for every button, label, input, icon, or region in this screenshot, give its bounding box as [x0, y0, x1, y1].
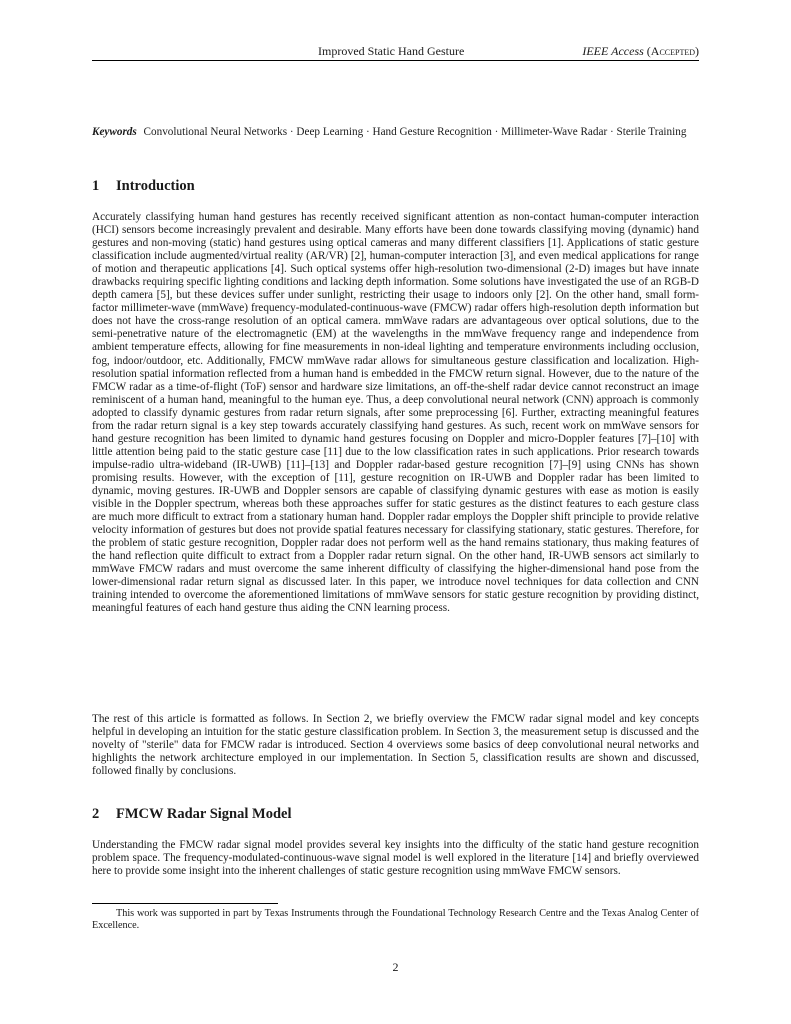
acceptance-status: (Accepted): [646, 44, 699, 58]
section-title: Introduction: [116, 178, 195, 194]
intro-paragraph-1: Accurately classifying human hand gestures has recently received significant attention as non-contact human-computer interaction (HCI) sensors become increasingly prevalent and desirable. Many efforts have been done towards classifying moving (dynamic) hand gestures and non-moving (static) hand gestures using optical cameras and many different classifiers [1]. Applications of static gesture classification include augmented/virtual reality (AR/VR) [2], human-computer interaction [3], and even medical applications for range of motion and therapeutic applications [4]. Such optical systems offer high-resolution two-dimensional (2-D) images but have innate drawbacks requiring specific lighting conditions and lacking depth information. Some solutions have investigated the use of an RGB-D depth camera [5], but these devices suffer under sunlight, restricting their usage to indoors only [2]. On the other hand, small form-factor millimeter-wave (mmWave) frequency-modulated-continuous-wave (FMCW) radar offers high-resolution depth information but does not have the cross-range resolution of an optical camera. mmWave radars are advantageous over optical solutions, due to the semi-penetrative nature of the electromagnetic (EM) at the wavelengths in the mmWave frequency range and independence from ambient temperature effects, allowing for fine measurements in non-ideal lighting and temperature environments including occlusion, fog, indoor/outdoor, etc. Additionally, FMCW mmWave radar allows for simultaneous gesture classification and localization. High-resolution spatial information reflected from a human hand is embedded in the FMCW return signal. However, due to the nature of the FMCW radar as a time-of-flight (ToF) sensor and hardware size limitations, an off-the-shelf radar device cannot reconstruct an image reminiscent of a human hand, meaningful to the human eye. Thus, a deep convolutional neural network (CNN) approach is commonly adopted to classify dynamic gestures from radar return signals, after some preprocessing [6]. Further, extracting meaningful features from the radar return signal is a key step towards accurately classifying hand gestures. As such, recent work on mmWave sensors for hand gesture recognition has been limited to dynamic hand gestures focusing on Doppler and micro-Doppler features [7]–[10] with little attention being paid to the static gesture case [11] due to the low classification rates in such applications. Prior research towards impulse-radio ultra-wideband (IR-UWB) [11]–[13] and Doppler radar-based gesture recognition [7]–[9] using CNNs has shown promising results. However, with the exception of [11], gesture recognition on IR-UWB and Doppler radar has been limited to dynamic, moving gestures. IR-UWB and Doppler sensors are capable of classifying dynamic gestures with ease as motion is easily visible in the Doppler spectrum, whereas both these approaches suffer for static gestures as the distinct features to each gesture class are much more difficult to extract from a stationary human hand. Doppler radar employs the Doppler shift principle to provide relative velocity information of gestures but does not provide spatial features necessary for classifying stationary, static gestures. Therefore, for the problem of static gesture recognition, Doppler radar does not perform well as the hand remains stationary, thus making features of the hand reflection quite difficult to extract from a Doppler radar return signal. On the other hand, IR-UWB sensors act similarly to mmWave FMCW radars and must overcome the same inherent difficulty of classifying the higher-dimensional hand pose from the lower-dimensional radar return signal as discussed later. In this paper, we introduce novel techniques for data collection and CNN training intended to overcome the aforementioned limitations of mmWave sensors for static gesture recognition by providing distinct, meaningful features of each hand gesture thus aiding the CNN learning process.: [92, 211, 699, 615]
journal-name: [582, 44, 699, 58]
section-title: FMCW Radar Signal Model: [116, 806, 292, 822]
keywords-text: Convolutional Neural Networks · Deep Learning · Hand Gesture Recognition · Millimeter-Wave Radar · Sterile Training: [143, 126, 687, 138]
journal-title: IEEE Access: [582, 44, 644, 58]
keywords-label: Keywords: [92, 126, 137, 138]
footnote-divider: [92, 903, 278, 904]
running-header: [92, 44, 699, 61]
keywords: [92, 126, 699, 139]
running-title: Improved Static Hand Gesture: [318, 44, 465, 58]
section-heading-introduction: [92, 178, 195, 195]
fmcw-paragraph-1: Understanding the FMCW radar signal model provides several key insights into the difficulty of the static hand gesture recognition problem space. The frequency-modulated-continuous-wave signal model is well explored in the literature [14] and briefly overviewed here to provide some insight into the inherent challenges of static gesture recognition using mmWave FMCW sensors.: [92, 839, 699, 878]
section-heading-fmcw: [92, 806, 292, 823]
intro-paragraph-2: The rest of this article is formatted as follows. In Section 2, we briefly overview the FMCW radar signal model and key concepts helpful in developing an intuition for the static gesture classification problem. In Section 3, the measurement setup is discussed and the novelty of "sterile" data for FMCW radar is introduced. Section 4 overviews some basics of deep convolutional neural networks and highlights the network architecture employed in our implementation. In Section 5, classification results are shown and discussed, followed finally by conclusions.: [92, 713, 699, 778]
footnote: This work was supported in part by Texas Instruments through the Foundational Technology Research Centre and the Texas Analog Center of Excellence.: [92, 908, 699, 931]
page-number: 2: [392, 960, 399, 974]
section-number: 1: [92, 178, 100, 194]
section-number: 2: [92, 806, 100, 822]
